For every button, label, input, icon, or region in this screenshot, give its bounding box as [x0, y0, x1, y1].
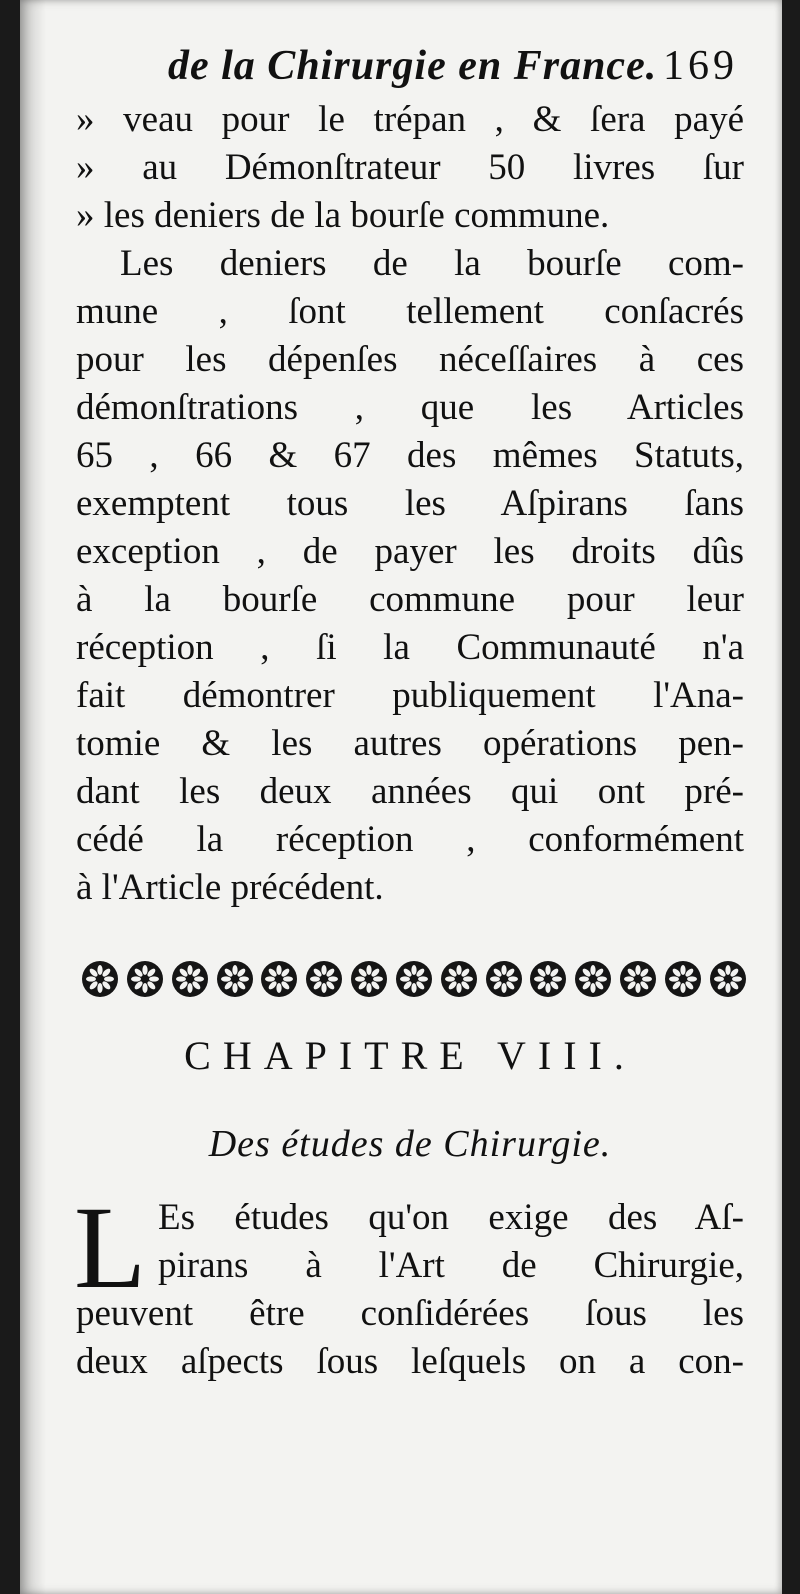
- text-line: Es études qu'on exige des Aſ-: [158, 1197, 744, 1238]
- fleuron-icon: [125, 959, 165, 999]
- text-line: pour les dépenſes néceſſaires à ces: [76, 339, 744, 380]
- text-line: tomie & les autres opérations pen-: [76, 723, 744, 764]
- fleuron-icon: [304, 959, 344, 999]
- page-number: 169: [663, 43, 738, 89]
- fleuron-icon: [528, 959, 568, 999]
- text-line: deux aſpects ſous leſquels on a con-: [76, 1341, 744, 1382]
- text-line: mune , ſont tellement conſacrés: [76, 291, 744, 332]
- fleuron-icon: [573, 959, 613, 999]
- text-line: exception , de payer les droits dûs: [76, 531, 744, 572]
- text-line: 65 , 66 & 67 des mêmes Statuts,: [76, 435, 744, 476]
- text-line: » veau pour le trépan , & ſera payé: [76, 99, 744, 140]
- text-line: exemptent tous les Aſpirans ſans: [76, 483, 744, 524]
- text-line: dant les deux années qui ont pré-: [76, 771, 744, 812]
- text-line: à la bourſe commune pour leur: [76, 579, 744, 620]
- text-line: à l'Article précédent.: [76, 867, 384, 908]
- ornament-band: [80, 955, 748, 1003]
- fleuron-icon: [259, 959, 299, 999]
- chapter-heading: CHAPITRE VIII.: [184, 1033, 636, 1078]
- text-line: fait démontrer publiquement l'Ana-: [76, 675, 744, 716]
- fleuron-icon: [349, 959, 389, 999]
- text-line: » les deniers de la bourſe commune.: [76, 195, 610, 236]
- fleuron-icon: [618, 959, 658, 999]
- text-line: Les deniers de la bourſe com-: [120, 243, 744, 284]
- text-line: réception , ſi la Communauté n'a: [76, 627, 744, 668]
- fleuron-icon: [170, 959, 210, 999]
- running-head: [168, 36, 738, 96]
- text-line: pirans à l'Art de Chirurgie,: [158, 1245, 744, 1286]
- chapter-body: [74, 1182, 744, 1386]
- fleuron-icon: [80, 959, 120, 999]
- fleuron-icon: [708, 959, 748, 999]
- fleuron-icon: [484, 959, 524, 999]
- text-line: » au Démonſtrateur 50 livres ſur: [76, 147, 744, 188]
- text-line: démonſtrations , que les Articles: [76, 387, 744, 428]
- book-page: [20, 0, 782, 1594]
- text-line: cédé la réception , conformément: [76, 819, 744, 860]
- fleuron-icon: [439, 959, 479, 999]
- fleuron-icon: [663, 959, 703, 999]
- fleuron-icon: [394, 959, 434, 999]
- chapter-subtitle: Des études de Chirurgie.: [208, 1123, 612, 1165]
- fleuron-icon: [215, 959, 255, 999]
- text-line: peuvent être conſidérées ſous les: [76, 1293, 744, 1334]
- drop-cap: L: [74, 1182, 147, 1313]
- body-text: [76, 96, 744, 912]
- running-head-title: de la Chirurgie en France.: [168, 43, 658, 89]
